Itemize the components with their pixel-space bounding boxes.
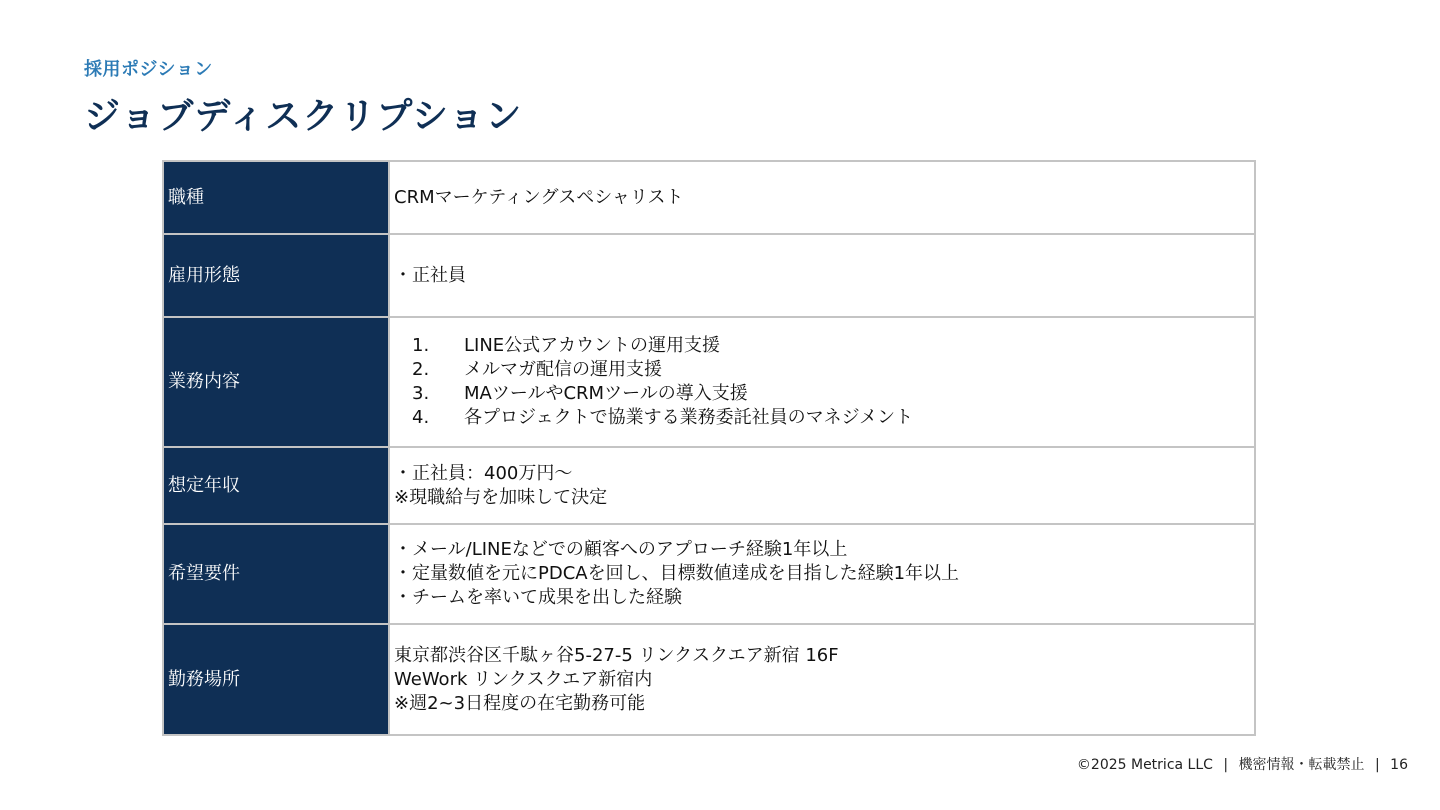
list-item xyxy=(394,334,1254,358)
list-item xyxy=(394,358,1254,382)
list-item xyxy=(394,406,1254,430)
value-line: CRMマーケティングスペシャリスト xyxy=(394,186,684,208)
value-line: WeWork リンクスクエア新宿内 xyxy=(394,668,653,690)
row-value-employment-type xyxy=(389,234,1255,317)
list-text: メルマガ配信の運用支援 xyxy=(464,359,662,380)
footer-separator: | xyxy=(1223,757,1229,773)
list-number: 1. xyxy=(412,335,430,356)
row-value-requirements xyxy=(389,524,1255,624)
list-text: MAツールやCRMツールの導入支援 xyxy=(464,383,748,404)
row-label-salary: 想定年収 xyxy=(163,447,389,524)
page-title: ジョブディスクリプション xyxy=(84,96,523,137)
row-value-job-type xyxy=(389,161,1255,234)
table-row xyxy=(163,624,1255,735)
table-row xyxy=(163,317,1255,447)
table-row xyxy=(163,524,1255,624)
value-line: ・メール/LINEなどでの顧客へのアプローチ経験1年以上 xyxy=(394,539,848,560)
footer-separator: | xyxy=(1375,757,1380,773)
table-row xyxy=(163,234,1255,317)
section-eyebrow: 採用ポジション xyxy=(84,59,213,80)
value-line: ・定量数値を元にPDCAを回し、目標数値達成を目指した経験1年以上 xyxy=(394,563,960,584)
list-text: 各プロジェクトで協業する業務委託社員のマネジメント xyxy=(464,407,914,428)
list-number: 2. xyxy=(412,359,430,380)
row-value-duties xyxy=(389,317,1255,447)
value-line: ・正社員：400万円～ xyxy=(394,462,573,484)
row-label-job-type: 職種 xyxy=(163,161,389,234)
row-label-employment-type: 雇用形態 xyxy=(163,234,389,317)
table-row xyxy=(163,161,1255,234)
value-line: 東京都渋谷区千駄ヶ谷5-27-5 リンクスクエア新宿 16F xyxy=(394,644,839,666)
table-row xyxy=(163,447,1255,524)
row-value-location xyxy=(389,624,1255,735)
row-label-requirements: 希望要件 xyxy=(163,524,389,624)
value-line: ・正社員 xyxy=(394,264,466,286)
confidential-notice: 機密情報・転載禁止 xyxy=(1238,757,1365,773)
page-footer xyxy=(1077,754,1408,774)
row-label-duties: 業務内容 xyxy=(163,317,389,447)
list-number: 4. xyxy=(412,407,430,428)
list-text: LINE公式アカウントの運用支援 xyxy=(464,335,720,356)
list-item xyxy=(394,382,1254,406)
value-line: ・チームを率いて成果を出した経験 xyxy=(394,587,682,608)
value-line: ※現職給与を加味して決定 xyxy=(394,486,608,508)
row-label-location: 勤務場所 xyxy=(163,624,389,735)
list-number: 3. xyxy=(412,383,430,404)
copyright-text: ©2025 Metrica LLC xyxy=(1076,757,1213,773)
value-line: ※週2~3日程度の在宅勤務可能 xyxy=(394,692,646,714)
page-number: 16 xyxy=(1390,757,1408,773)
job-description-table xyxy=(162,160,1256,736)
row-value-salary xyxy=(389,447,1255,524)
